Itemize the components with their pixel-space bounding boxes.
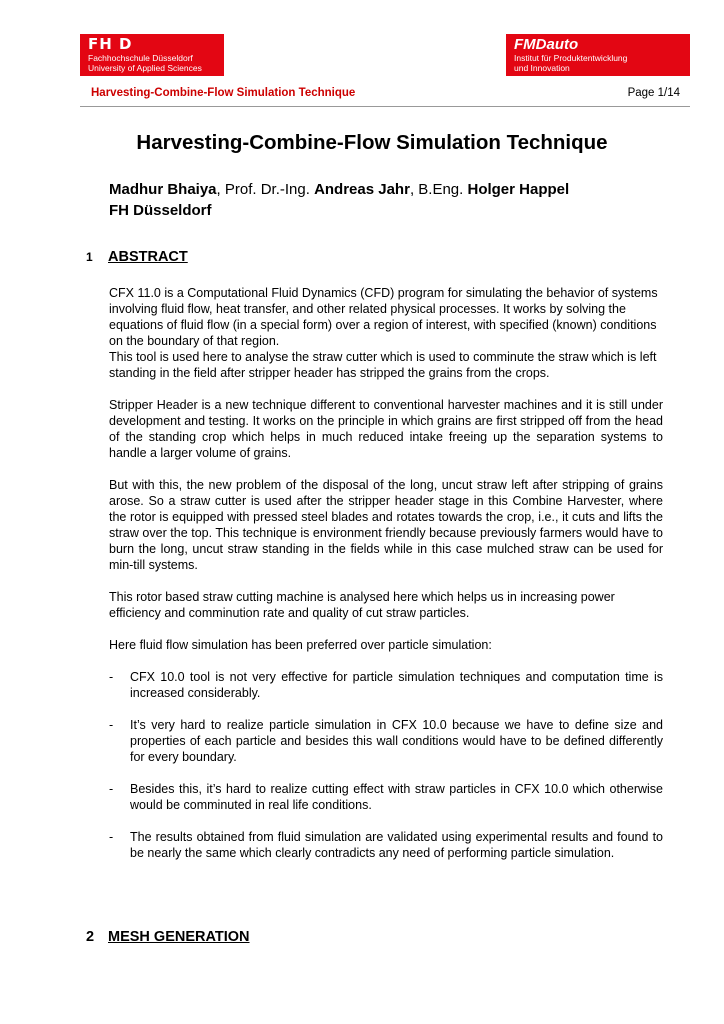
bullet-marker: - bbox=[109, 782, 114, 796]
author-1: Madhur Bhaiya bbox=[109, 181, 217, 198]
paragraph: But with this, the new problem of the disposal of the long, uncut straw left after stripping of grains arose. So a straw cutter is used after the stripper header stage in this Combine Harvester, where the rotor is equipped with pressed steel blades and rotates towards the crop, i.e., it cuts and lifts the straw over the top. This technique is environment friendly because previously farmers would have to burn the long, uncut straw standing in the fields while in this case mulched straw can be used for min-till systems. bbox=[109, 478, 663, 572]
author-block bbox=[109, 179, 569, 221]
paragraph: Stripper Header is a new technique different to conventional harvester machines and it is still under development and testing. It works on the principle in which grains are first stripped off from the head of the standing crop which helps in much reduced intake freeing up the separation systems to handle a larger volume of grains. bbox=[109, 398, 663, 460]
list-item-text: It’s very hard to realize particle simulation in CFX 10.0 because we have to define size and properties of each particle and besides this wall conditions would have to be defined differently for every boundary. bbox=[130, 718, 663, 764]
paragraph: CFX 11.0 is a Computational Fluid Dynamics (CFD) program for simulating the behavior of systems involving fluid flow, heat transfer, and other related physical processes. It works by solving the equations of fluid flow (in a special form) over a region of interest, with specified (known) conditions on the boundary of that region. bbox=[109, 286, 658, 348]
fhd-logo-mark: FH D bbox=[88, 35, 133, 53]
fmdauto-logo bbox=[506, 34, 690, 76]
paragraph: This tool is used here to analyse the straw cutter which is used to comminute the straw which is left standing in the field after stripper header has stripped the grains from the crops. bbox=[109, 350, 657, 380]
author-2-prefix: , Prof. Dr.-Ing. bbox=[216, 181, 315, 198]
section-heading-mesh-generation bbox=[86, 929, 250, 945]
fhd-logo-line2: University of Applied Sciences bbox=[88, 63, 202, 73]
section-number: 1 bbox=[86, 250, 93, 264]
list-item-text: CFX 10.0 tool is not very effective for particle simulation techniques and computation time is increased considerably. bbox=[130, 670, 663, 700]
fmdauto-logo-mark: FMDauto bbox=[514, 36, 579, 53]
paragraph: This rotor based straw cutting machine is analysed here which helps us in increasing power efficiency and comminution rate and quality of cut straw particles. bbox=[109, 590, 615, 620]
list-item bbox=[109, 669, 663, 701]
affiliation: FH Düsseldorf bbox=[109, 202, 212, 219]
author-line bbox=[109, 179, 569, 200]
fmdauto-logo-line1: Institut für Produktentwicklung bbox=[514, 53, 628, 63]
paragraph: Here fluid flow simulation has been preferred over particle simulation: bbox=[109, 638, 492, 652]
header-divider bbox=[80, 106, 690, 107]
section-title: MESH GENERATION bbox=[108, 929, 250, 945]
bullet-marker: - bbox=[109, 718, 114, 732]
abstract-body bbox=[109, 285, 663, 877]
fmdauto-logo-line2: und Innovation bbox=[514, 63, 570, 73]
section-heading-abstract bbox=[86, 249, 188, 265]
fhd-logo bbox=[80, 34, 224, 76]
bullet-marker: - bbox=[109, 830, 114, 844]
author-3-prefix: , B.Eng. bbox=[409, 181, 468, 198]
author-3: Holger Happel bbox=[467, 181, 570, 198]
bullet-marker: - bbox=[109, 670, 114, 684]
section-title: ABSTRACT bbox=[108, 249, 188, 265]
list-item-text: Besides this, it’s hard to realize cutting effect with straw particles in CFX 10.0 which otherwise would be comminuted in real life conditions. bbox=[130, 782, 663, 812]
paper-title: Harvesting-Combine-Flow Simulation Technique bbox=[136, 131, 608, 154]
list-item bbox=[109, 829, 663, 861]
section-number: 2 bbox=[86, 929, 95, 945]
list-item-text: The results obtained from fluid simulation are validated using experimental results and found to be nearly the same which clearly contradicts any need of performing particle simulation. bbox=[130, 830, 663, 860]
list-item bbox=[109, 781, 663, 813]
running-header-title: Harvesting-Combine-Flow Simulation Technique bbox=[91, 87, 356, 99]
list-item bbox=[109, 717, 663, 765]
page-number: Page 1/14 bbox=[627, 87, 680, 99]
fhd-logo-line1: Fachhochschule Düsseldorf bbox=[88, 53, 193, 63]
author-2: Andreas Jahr bbox=[314, 181, 410, 198]
